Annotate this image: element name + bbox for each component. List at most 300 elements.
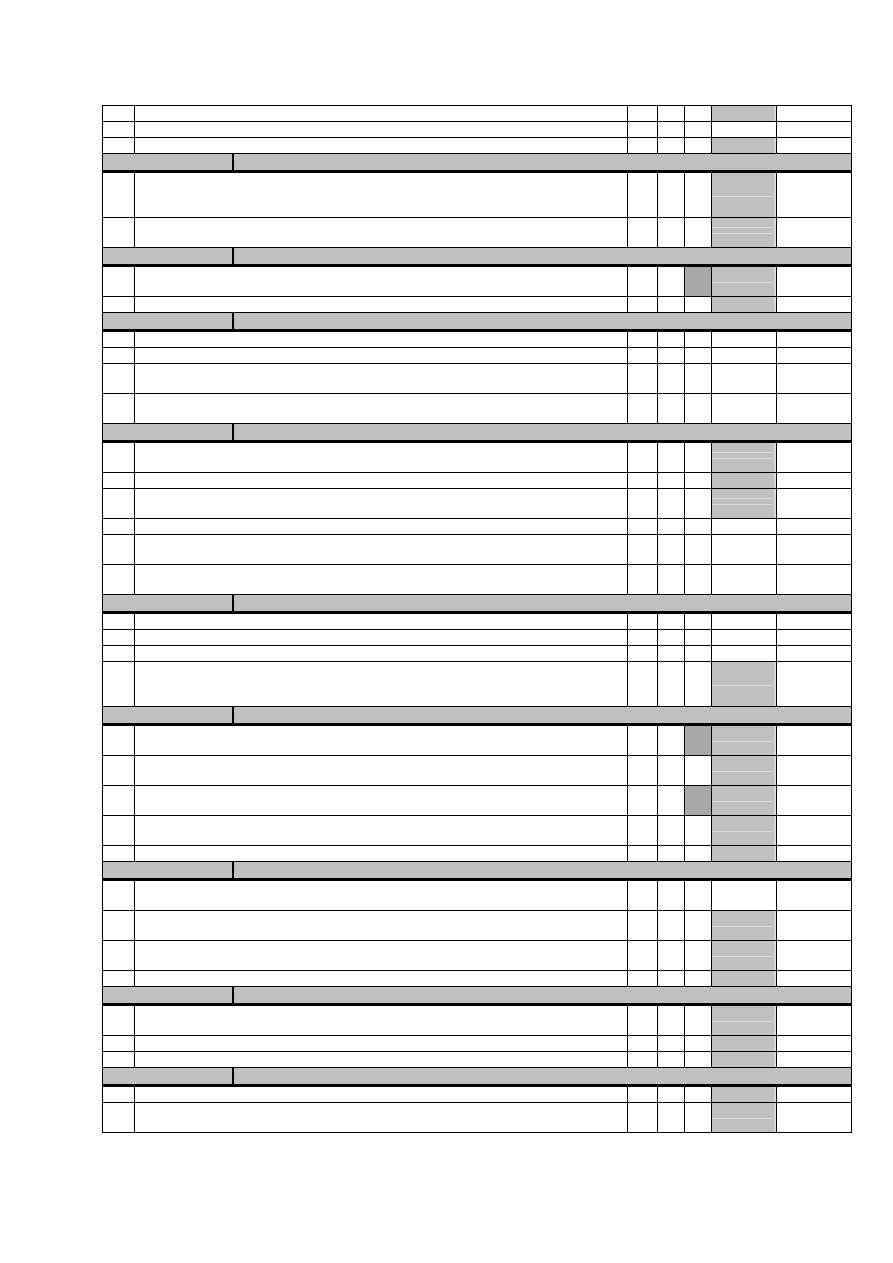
section-heading: [234, 424, 851, 440]
answer-cell-b[interactable]: [658, 614, 685, 629]
row-number-cell: [103, 173, 135, 217]
answer-cell-b[interactable]: [658, 364, 685, 393]
question-text-cell: [135, 614, 628, 629]
question-text-cell: [135, 786, 628, 815]
answer-cell-c[interactable]: [685, 1103, 712, 1132]
question-text-cell: [135, 726, 628, 755]
score-cell[interactable]: [712, 971, 777, 986]
answer-cell-b[interactable]: [658, 1087, 685, 1102]
row-number-cell: [103, 267, 135, 296]
remarks-cell[interactable]: [777, 614, 851, 629]
answer-cell-a[interactable]: [628, 646, 658, 661]
form-table: [102, 105, 852, 1133]
answer-cell-b[interactable]: [658, 816, 685, 845]
answer-cell-a[interactable]: [628, 1087, 658, 1102]
remarks-cell[interactable]: [777, 122, 851, 137]
row-number-cell: [103, 565, 135, 594]
answer-cell-b[interactable]: [658, 941, 685, 970]
answer-cell-a[interactable]: [628, 816, 658, 845]
answer-cell-a[interactable]: [628, 122, 658, 137]
answer-cell-c[interactable]: [685, 173, 712, 217]
answer-cell-a[interactable]: [628, 1006, 658, 1035]
answer-cell-a[interactable]: [628, 630, 658, 645]
answer-cell-a[interactable]: [628, 173, 658, 217]
score-cell[interactable]: [712, 786, 777, 815]
remarks-cell[interactable]: [777, 646, 851, 661]
section-title: [103, 313, 234, 329]
answer-cell-a[interactable]: [628, 218, 658, 247]
answer-cell-c[interactable]: [685, 138, 712, 153]
remarks-cell[interactable]: [777, 1052, 851, 1067]
question-text-cell: [135, 122, 628, 137]
answer-cell-c[interactable]: [685, 662, 712, 706]
section-header-row: [103, 706, 851, 725]
table-row: [103, 442, 851, 472]
answer-cell-c[interactable]: [685, 267, 712, 296]
table-row: [103, 347, 851, 363]
score-cell[interactable]: [712, 519, 777, 534]
answer-cell-a[interactable]: [628, 473, 658, 488]
score-cell[interactable]: [712, 106, 777, 121]
score-cell[interactable]: [712, 138, 777, 153]
score-cell[interactable]: [712, 646, 777, 661]
remarks-cell[interactable]: [777, 138, 851, 153]
answer-cell-c[interactable]: [685, 535, 712, 564]
score-cell[interactable]: [712, 348, 777, 363]
remarks-cell[interactable]: [777, 1103, 851, 1132]
row-number-cell: [103, 816, 135, 845]
row-number-cell: [103, 911, 135, 940]
table-row: [103, 488, 851, 518]
remarks-cell[interactable]: [777, 565, 851, 594]
table-row: [103, 970, 851, 986]
answer-cell-b[interactable]: [658, 971, 685, 986]
table-row: [103, 785, 851, 815]
table-row: [103, 645, 851, 661]
question-text-cell: [135, 911, 628, 940]
answer-cell-a[interactable]: [628, 971, 658, 986]
score-cell[interactable]: [712, 489, 777, 518]
question-text-cell: [135, 756, 628, 785]
answer-cell-a[interactable]: [628, 364, 658, 393]
answer-cell-c[interactable]: [685, 971, 712, 986]
question-text-cell: [135, 106, 628, 121]
row-number-cell: [103, 614, 135, 629]
answer-cell-c[interactable]: [685, 1036, 712, 1051]
question-text-cell: [135, 473, 628, 488]
table-row: [103, 1102, 851, 1132]
remarks-cell[interactable]: [777, 443, 851, 472]
answer-cell-c[interactable]: [685, 218, 712, 247]
remarks-cell[interactable]: [777, 1006, 851, 1035]
score-cell[interactable]: [712, 122, 777, 137]
score-cell[interactable]: [712, 332, 777, 347]
question-text-cell: [135, 332, 628, 347]
table-row: [103, 880, 851, 910]
answer-cell-a[interactable]: [628, 614, 658, 629]
question-text-cell: [135, 348, 628, 363]
section-title: [103, 154, 234, 170]
row-number-cell: [103, 786, 135, 815]
remarks-cell[interactable]: [777, 662, 851, 706]
row-number-cell: [103, 473, 135, 488]
answer-cell-a[interactable]: [628, 911, 658, 940]
row-number-cell: [103, 332, 135, 347]
section-header-row: [103, 312, 851, 331]
question-text-cell: [135, 1052, 628, 1067]
answer-cell-c[interactable]: [685, 489, 712, 518]
remarks-cell[interactable]: [777, 348, 851, 363]
answer-cell-b[interactable]: [658, 138, 685, 153]
answer-cell-a[interactable]: [628, 106, 658, 121]
answer-cell-a[interactable]: [628, 1036, 658, 1051]
answer-cell-b[interactable]: [658, 1052, 685, 1067]
answer-cell-a[interactable]: [628, 267, 658, 296]
answer-cell-a[interactable]: [628, 662, 658, 706]
table-row: [103, 815, 851, 845]
row-number-cell: [103, 646, 135, 661]
table-row: [103, 472, 851, 488]
table-row: [103, 845, 851, 861]
answer-cell-b[interactable]: [658, 519, 685, 534]
score-cell[interactable]: [712, 726, 777, 755]
answer-cell-b[interactable]: [658, 662, 685, 706]
table-row: [103, 296, 851, 312]
score-cell[interactable]: [712, 1052, 777, 1067]
table-row: [103, 363, 851, 393]
row-number-cell: [103, 726, 135, 755]
answer-cell-b[interactable]: [658, 122, 685, 137]
answer-cell-b[interactable]: [658, 630, 685, 645]
answer-cell-b[interactable]: [658, 726, 685, 755]
answer-cell-a[interactable]: [628, 332, 658, 347]
answer-cell-b[interactable]: [658, 106, 685, 121]
answer-cell-c[interactable]: [685, 630, 712, 645]
section-title: [103, 1068, 234, 1084]
remarks-cell[interactable]: [777, 726, 851, 755]
answer-cell-a[interactable]: [628, 881, 658, 910]
row-number-cell: [103, 971, 135, 986]
remarks-cell[interactable]: [777, 173, 851, 217]
score-cell[interactable]: [712, 662, 777, 706]
remarks-cell[interactable]: [777, 971, 851, 986]
remarks-cell[interactable]: [777, 535, 851, 564]
remarks-cell[interactable]: [777, 756, 851, 785]
section-heading: [234, 862, 851, 878]
table-row: [103, 217, 851, 247]
answer-cell-c[interactable]: [685, 941, 712, 970]
remarks-cell[interactable]: [777, 297, 851, 312]
answer-cell-a[interactable]: [628, 786, 658, 815]
section-header-row: [103, 153, 851, 172]
question-text-cell: [135, 443, 628, 472]
answer-cell-b[interactable]: [658, 267, 685, 296]
table-row: [103, 393, 851, 423]
remarks-cell[interactable]: [777, 267, 851, 296]
section-title: [103, 862, 234, 878]
remarks-cell[interactable]: [777, 473, 851, 488]
question-text-cell: [135, 519, 628, 534]
answer-cell-b[interactable]: [658, 911, 685, 940]
answer-cell-b[interactable]: [658, 394, 685, 423]
answer-cell-b[interactable]: [658, 1103, 685, 1132]
answer-cell-c[interactable]: [685, 881, 712, 910]
score-cell[interactable]: [712, 911, 777, 940]
answer-cell-b[interactable]: [658, 535, 685, 564]
table-row: [103, 518, 851, 534]
table-row: [103, 534, 851, 564]
answer-cell-a[interactable]: [628, 519, 658, 534]
answer-cell-b[interactable]: [658, 332, 685, 347]
remarks-cell[interactable]: [777, 394, 851, 423]
row-number-cell: [103, 297, 135, 312]
remarks-cell[interactable]: [777, 630, 851, 645]
answer-cell-a[interactable]: [628, 726, 658, 755]
answer-cell-c[interactable]: [685, 519, 712, 534]
question-text-cell: [135, 297, 628, 312]
section-header-row: [103, 423, 851, 442]
remarks-cell[interactable]: [777, 519, 851, 534]
score-cell[interactable]: [712, 473, 777, 488]
answer-cell-c[interactable]: [685, 816, 712, 845]
table-row: [103, 1051, 851, 1067]
row-number-cell: [103, 1036, 135, 1051]
row-number-cell: [103, 941, 135, 970]
question-text-cell: [135, 630, 628, 645]
answer-cell-b[interactable]: [658, 489, 685, 518]
table-row: [103, 910, 851, 940]
section-header-row: [103, 986, 851, 1005]
table-row: [103, 661, 851, 706]
table-row: [103, 1086, 851, 1102]
table-row: [103, 137, 851, 153]
row-number-cell: [103, 348, 135, 363]
row-number-cell: [103, 756, 135, 785]
remarks-cell[interactable]: [777, 816, 851, 845]
question-text-cell: [135, 364, 628, 393]
answer-cell-a[interactable]: [628, 138, 658, 153]
section-header-row: [103, 247, 851, 266]
answer-cell-a[interactable]: [628, 535, 658, 564]
section-heading: [234, 313, 851, 329]
score-cell[interactable]: [712, 1036, 777, 1051]
score-cell[interactable]: [712, 565, 777, 594]
answer-cell-c[interactable]: [685, 297, 712, 312]
answer-cell-c[interactable]: [685, 756, 712, 785]
answer-cell-c[interactable]: [685, 846, 712, 861]
question-text-cell: [135, 565, 628, 594]
row-number-cell: [103, 443, 135, 472]
answer-cell-a[interactable]: [628, 348, 658, 363]
section-header-row: [103, 861, 851, 880]
row-number-cell: [103, 535, 135, 564]
remarks-cell[interactable]: [777, 941, 851, 970]
section-heading: [234, 154, 851, 170]
section-heading: [234, 595, 851, 611]
section-heading: [234, 987, 851, 1003]
table-row: [103, 266, 851, 296]
question-text-cell: [135, 218, 628, 247]
remarks-cell[interactable]: [777, 1087, 851, 1102]
question-text-cell: [135, 662, 628, 706]
answer-cell-c[interactable]: [685, 726, 712, 755]
table-row: [103, 629, 851, 645]
answer-cell-c[interactable]: [685, 473, 712, 488]
answer-cell-b[interactable]: [658, 297, 685, 312]
answer-cell-c[interactable]: [685, 786, 712, 815]
answer-cell-c[interactable]: [685, 348, 712, 363]
answer-cell-a[interactable]: [628, 1052, 658, 1067]
row-number-cell: [103, 394, 135, 423]
row-number-cell: [103, 489, 135, 518]
remarks-cell[interactable]: [777, 1036, 851, 1051]
remarks-cell[interactable]: [777, 911, 851, 940]
answer-cell-c[interactable]: [685, 106, 712, 121]
row-number-cell: [103, 1103, 135, 1132]
answer-cell-b[interactable]: [658, 173, 685, 217]
answer-cell-c[interactable]: [685, 1006, 712, 1035]
answer-cell-b[interactable]: [658, 881, 685, 910]
question-text-cell: [135, 267, 628, 296]
table-row: [103, 564, 851, 594]
question-text-cell: [135, 941, 628, 970]
score-cell[interactable]: [712, 297, 777, 312]
table-row: [103, 1035, 851, 1051]
answer-cell-b[interactable]: [658, 348, 685, 363]
score-cell[interactable]: [712, 173, 777, 217]
remarks-cell[interactable]: [777, 489, 851, 518]
score-cell[interactable]: [712, 630, 777, 645]
section-header-row: [103, 594, 851, 613]
remarks-cell[interactable]: [777, 106, 851, 121]
answer-cell-b[interactable]: [658, 565, 685, 594]
answer-cell-b[interactable]: [658, 1036, 685, 1051]
answer-cell-c[interactable]: [685, 1087, 712, 1102]
question-text-cell: [135, 138, 628, 153]
question-text-cell: [135, 646, 628, 661]
row-number-cell: [103, 122, 135, 137]
answer-cell-b[interactable]: [658, 646, 685, 661]
section-heading: [234, 248, 851, 264]
answer-cell-a[interactable]: [628, 846, 658, 861]
score-cell[interactable]: [712, 394, 777, 423]
row-number-cell: [103, 846, 135, 861]
answer-cell-b[interactable]: [658, 218, 685, 247]
answer-cell-c[interactable]: [685, 332, 712, 347]
question-text-cell: [135, 816, 628, 845]
row-number-cell: [103, 519, 135, 534]
answer-cell-b[interactable]: [658, 786, 685, 815]
score-cell[interactable]: [712, 941, 777, 970]
remarks-cell[interactable]: [777, 881, 851, 910]
row-number-cell: [103, 1087, 135, 1102]
score-cell[interactable]: [712, 1006, 777, 1035]
answer-cell-c[interactable]: [685, 614, 712, 629]
score-cell[interactable]: [712, 364, 777, 393]
score-cell[interactable]: [712, 267, 777, 296]
answer-cell-c[interactable]: [685, 394, 712, 423]
score-cell[interactable]: [712, 1103, 777, 1132]
table-row: [103, 1005, 851, 1035]
answer-cell-b[interactable]: [658, 846, 685, 861]
answer-cell-c[interactable]: [685, 443, 712, 472]
row-number-cell: [103, 364, 135, 393]
section-heading: [234, 707, 851, 723]
score-cell[interactable]: [712, 846, 777, 861]
table-row: [103, 172, 851, 217]
score-cell[interactable]: [712, 816, 777, 845]
answer-cell-c[interactable]: [685, 565, 712, 594]
question-text-cell: [135, 394, 628, 423]
remarks-cell[interactable]: [777, 846, 851, 861]
answer-cell-c[interactable]: [685, 364, 712, 393]
answer-cell-a[interactable]: [628, 941, 658, 970]
score-cell[interactable]: [712, 535, 777, 564]
question-text-cell: [135, 1006, 628, 1035]
answer-cell-a[interactable]: [628, 1103, 658, 1132]
answer-cell-c[interactable]: [685, 122, 712, 137]
answer-cell-a[interactable]: [628, 756, 658, 785]
section-heading: [234, 1068, 851, 1084]
score-cell[interactable]: [712, 614, 777, 629]
section-title: [103, 595, 234, 611]
table-row: [103, 105, 851, 121]
score-cell[interactable]: [712, 881, 777, 910]
answer-cell-b[interactable]: [658, 756, 685, 785]
remarks-cell[interactable]: [777, 332, 851, 347]
answer-cell-a[interactable]: [628, 565, 658, 594]
answer-cell-a[interactable]: [628, 443, 658, 472]
question-text-cell: [135, 535, 628, 564]
question-text-cell: [135, 1036, 628, 1051]
question-text-cell: [135, 846, 628, 861]
answer-cell-c[interactable]: [685, 646, 712, 661]
answer-cell-b[interactable]: [658, 443, 685, 472]
score-cell[interactable]: [712, 1087, 777, 1102]
section-title: [103, 707, 234, 723]
remarks-cell[interactable]: [777, 786, 851, 815]
section-title: [103, 424, 234, 440]
question-text-cell: [135, 971, 628, 986]
row-number-cell: [103, 218, 135, 247]
score-cell[interactable]: [712, 218, 777, 247]
answer-cell-b[interactable]: [658, 1006, 685, 1035]
row-number-cell: [103, 881, 135, 910]
score-cell[interactable]: [712, 443, 777, 472]
section-title: [103, 248, 234, 264]
remarks-cell[interactable]: [777, 364, 851, 393]
remarks-cell[interactable]: [777, 218, 851, 247]
row-number-cell: [103, 1052, 135, 1067]
table-row: [103, 121, 851, 137]
table-row: [103, 331, 851, 347]
answer-cell-c[interactable]: [685, 911, 712, 940]
answer-cell-a[interactable]: [628, 489, 658, 518]
table-row: [103, 725, 851, 755]
question-text-cell: [135, 489, 628, 518]
answer-cell-a[interactable]: [628, 394, 658, 423]
row-number-cell: [103, 106, 135, 121]
answer-cell-c[interactable]: [685, 1052, 712, 1067]
row-number-cell: [103, 630, 135, 645]
answer-cell-b[interactable]: [658, 473, 685, 488]
answer-cell-a[interactable]: [628, 297, 658, 312]
question-text-cell: [135, 173, 628, 217]
score-cell[interactable]: [712, 756, 777, 785]
section-header-row: [103, 1067, 851, 1086]
row-number-cell: [103, 662, 135, 706]
table-row: [103, 755, 851, 785]
